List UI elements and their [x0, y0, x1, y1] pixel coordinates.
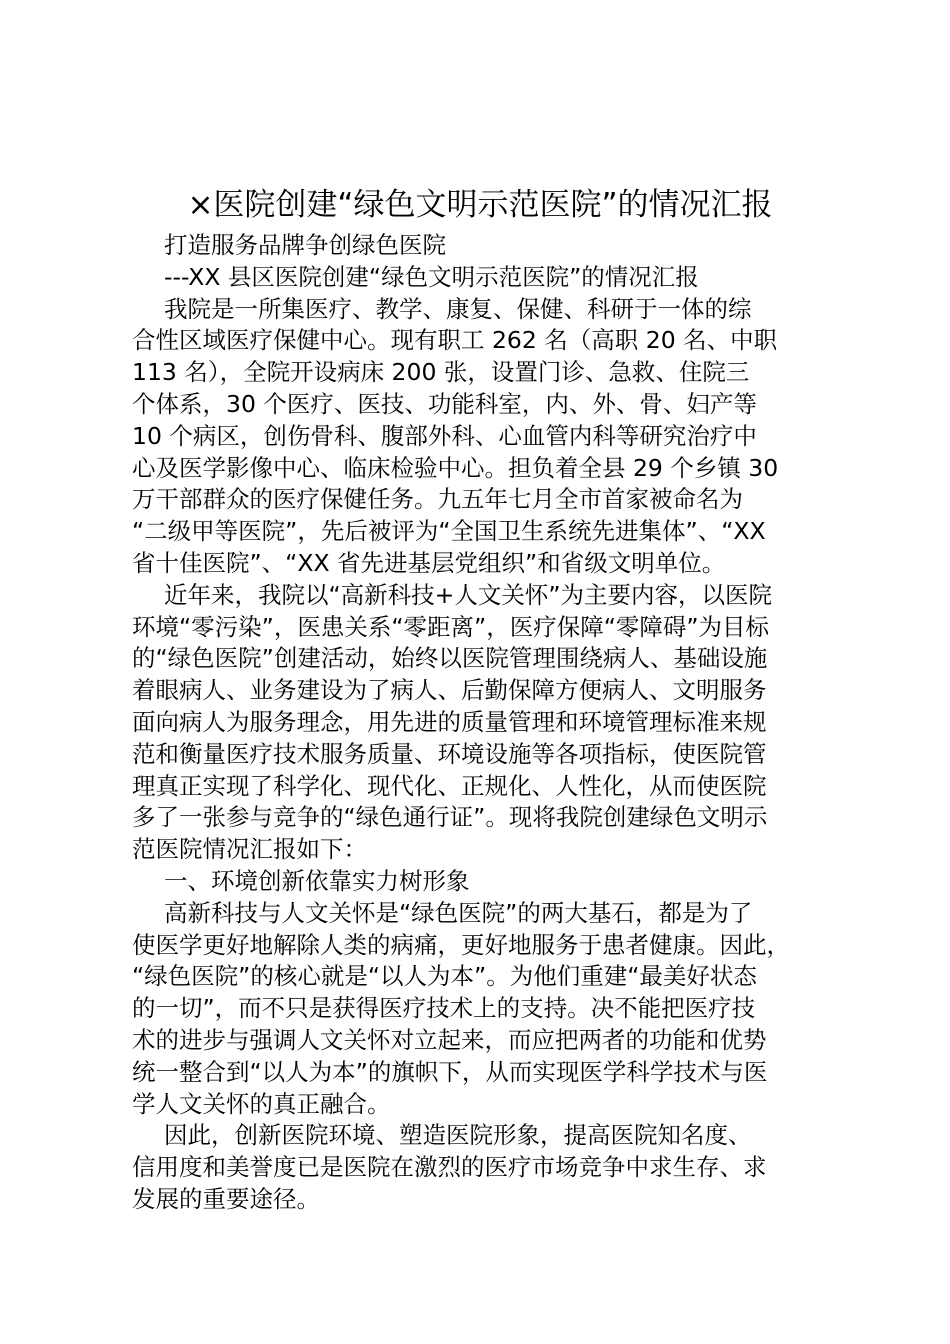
text-line: 近年来，我院以“高新科技+人文关怀”为主要内容，以医院 — [164, 580, 773, 609]
text-line: 万干部群众的医疗保健任务。九五年七月全市首家被命名为 — [132, 485, 743, 514]
paragraph-recent-years — [132, 580, 827, 866]
document-body — [132, 230, 827, 1216]
document-title: ×医院创建“绿色文明示范医院”的情况汇报 — [187, 187, 773, 223]
text-line: 高新科技与人文关怀是“绿色医院”的两大基石，都是为了 — [164, 898, 753, 927]
text-line: “绿色医院”的核心就是“以人为本”。为他们重建“最美好状态 — [132, 962, 757, 991]
text-line: 着眼病人、业务建设为了病人、后勤保障方便病人、文明服务 — [132, 676, 767, 705]
text-line: 统一整合到“以人为本”的旗帜下，从而实现医学科学技术与医 — [132, 1057, 768, 1086]
text-line: 因此，创新医院环境、塑造医院形象，提高医院知名度、 — [164, 1121, 752, 1150]
text-line: 多了一张参与竞争的“绿色通行证”。现将我院创建绿色文明示 — [132, 803, 768, 832]
text-line: 范和衡量医疗技术服务质量、环境设施等各项指标，使医院管 — [132, 739, 767, 768]
text-line: 理真正实现了科学化、现代化、正规化、人性化，从而使医院 — [132, 771, 767, 800]
text-line: 范医院情况汇报如下： — [132, 835, 367, 864]
text-line: 的一切”，而不只是获得医疗技术上的支持。决不能把医疗技 — [132, 994, 756, 1023]
paragraph-introduction — [132, 294, 827, 580]
text-line: 的“绿色医院”创建活动，始终以医院管理围绕病人、基础设施 — [132, 644, 768, 673]
text-line: 环境“零污染”，医患关系“零距离”，医疗保障“零障碍”为目标 — [132, 612, 770, 641]
text-line: “二级甲等医院”，先后被评为“全国卫生系统先进集体”、“XX — [132, 517, 766, 546]
paragraph-conclusion — [132, 1120, 827, 1215]
byline: ---XX 县区医院创建“绿色文明示范医院”的情况汇报 — [164, 262, 699, 291]
text-line: 心及医学影像中心、临床检验中心。担负着全县 29 个乡镇 30 — [132, 453, 779, 482]
text-line: 个体系，30 个医疗、医技、功能科室，内、外、骨、妇产等 — [132, 389, 757, 418]
text-line: 我院是一所集医疗、教学、康复、保健、科研于一体的综 — [164, 294, 752, 323]
subtitle: 打造服务品牌争创绿色医院 — [164, 231, 446, 259]
text-line: 10 个病区，创伤骨科、腹部外科、心血管内科等研究治疗中 — [132, 421, 757, 450]
text-line: 面向病人为服务理念，用先进的质量管理和环境管理标准来规 — [132, 707, 767, 736]
text-line: 113 名），全院开设病床 200 张，设置门诊、急救、住院三 — [132, 358, 750, 387]
text-line: 术的进步与强调人文关怀对立起来，而应把两者的功能和优势 — [132, 1025, 767, 1054]
text-line: 发展的重要途径。 — [132, 1184, 320, 1213]
section-heading: 一、环境创新依靠实力树形象 — [164, 866, 470, 895]
text-line: 省十佳医院”、“XX 省先进基层党组织”和省级文明单位。 — [132, 548, 726, 577]
text-line: 使医学更好地解除人类的病痛，更好地服务于患者健康。因此， — [132, 930, 790, 959]
text-line: 信用度和美誉度已是医院在激烈的医疗市场竞争中求生存、求 — [132, 1153, 767, 1182]
text-line: 合性区域医疗保健中心。现有职工 262 名（高职 20 名、中职 — [132, 326, 778, 355]
paragraph-technology-and-care — [132, 898, 827, 1121]
text-line: 学人文关怀的真正融合。 — [132, 1089, 391, 1118]
